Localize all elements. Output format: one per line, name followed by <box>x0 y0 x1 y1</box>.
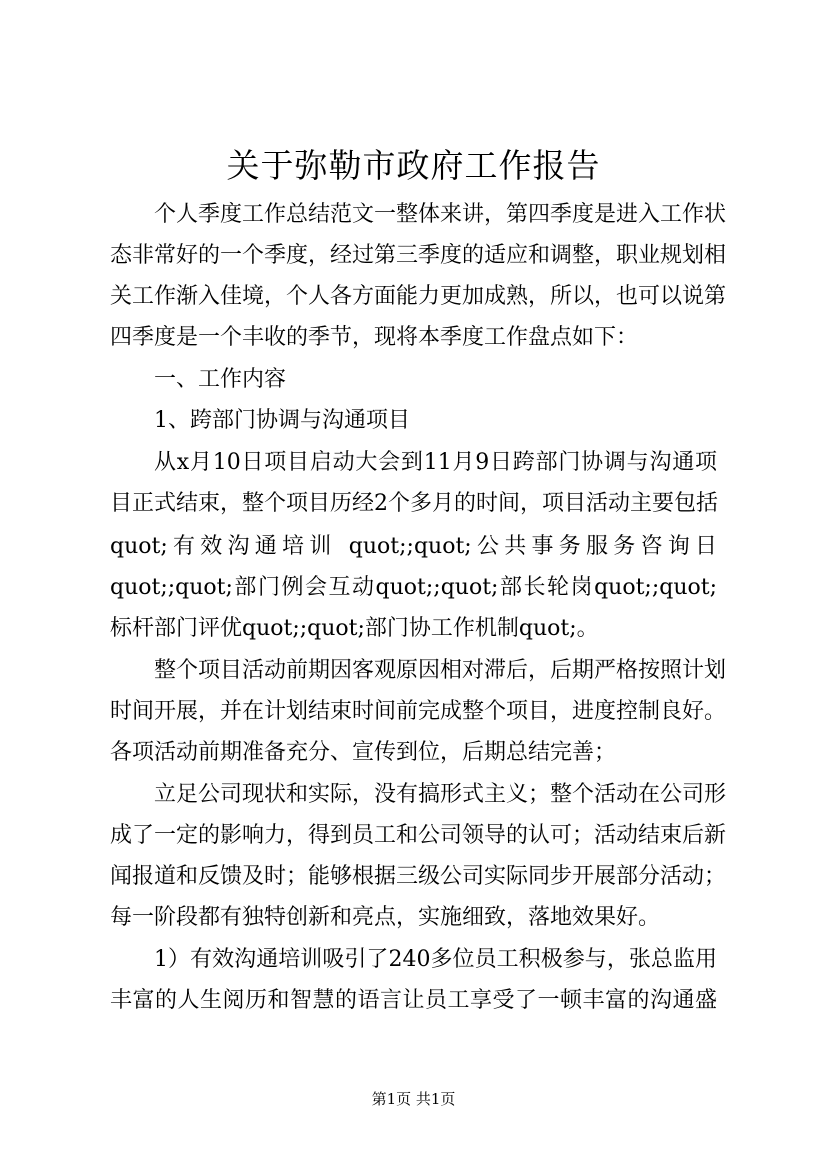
paragraph-line: 丰富的人生阅历和智慧的语言让员工享受了一顿丰富的沟通盛 <box>110 988 717 1013</box>
paragraph-line: quot;有效沟通培训 quot;;quot;公共事务服务咨询日 <box>110 534 717 559</box>
paragraph-line: 成了一定的影响力，得到员工和公司领导的认可；活动结束后新 <box>110 823 727 848</box>
paragraph-line: 时间开展，并在计划结束时间前完成整个项目，进度控制良好。 <box>110 699 727 724</box>
section-heading: 一、工作内容 <box>154 367 287 392</box>
paragraph-line: 从x月10日项目启动大会到11月9日跨部门协调与沟通项 <box>154 450 717 475</box>
subsection-heading: 1、跨部门协调与沟通项目 <box>154 408 410 433</box>
paragraph-line: 四季度是一个丰收的季节，现将本季度工作盘点如下： <box>110 325 639 350</box>
paragraph-line: 关工作渐入佳境，个人各方面能力更加成熟，所以，也可以说第 <box>110 284 727 309</box>
paragraph-line: 每一阶段都有独特创新和亮点，实施细致，落地效果好。 <box>110 905 661 930</box>
paragraph-line: 个人季度工作总结范文一整体来讲，第四季度是进入工作状 <box>154 202 727 227</box>
page-footer: 第1页 共1页 <box>371 1090 456 1108</box>
paragraph-line: 标杆部门评优quot;;quot;部门协工作机制quot;。 <box>110 616 599 641</box>
paragraph-line: 整个项目活动前期因客观原因相对滞后，后期严格按照计划 <box>154 658 727 683</box>
page-title: 关于弥勒市政府工作报告 <box>226 146 601 185</box>
paragraph-line: 1）有效沟通培训吸引了240多位员工积极参与，张总监用 <box>154 947 717 972</box>
paragraph-line: quot;;quot;部门例会互动quot;;quot;部长轮岗quot;;quot; <box>110 575 717 600</box>
paragraph-line: 立足公司现状和实际，没有搞形式主义；整个活动在公司形 <box>154 782 727 807</box>
paragraph-line: 闻报道和反馈及时；能够根据三级公司实际同步开展部分活动； <box>110 864 727 889</box>
paragraph-line: 各项活动前期准备充分、宣传到位，后期总结完善； <box>110 740 617 765</box>
paragraph-line: 态非常好的一个季度，经过第三季度的适应和调整，职业规划相 <box>110 243 727 268</box>
paragraph-line: 目正式结束，整个项目历经2个多月的时间，项目活动主要包括 <box>110 491 718 516</box>
